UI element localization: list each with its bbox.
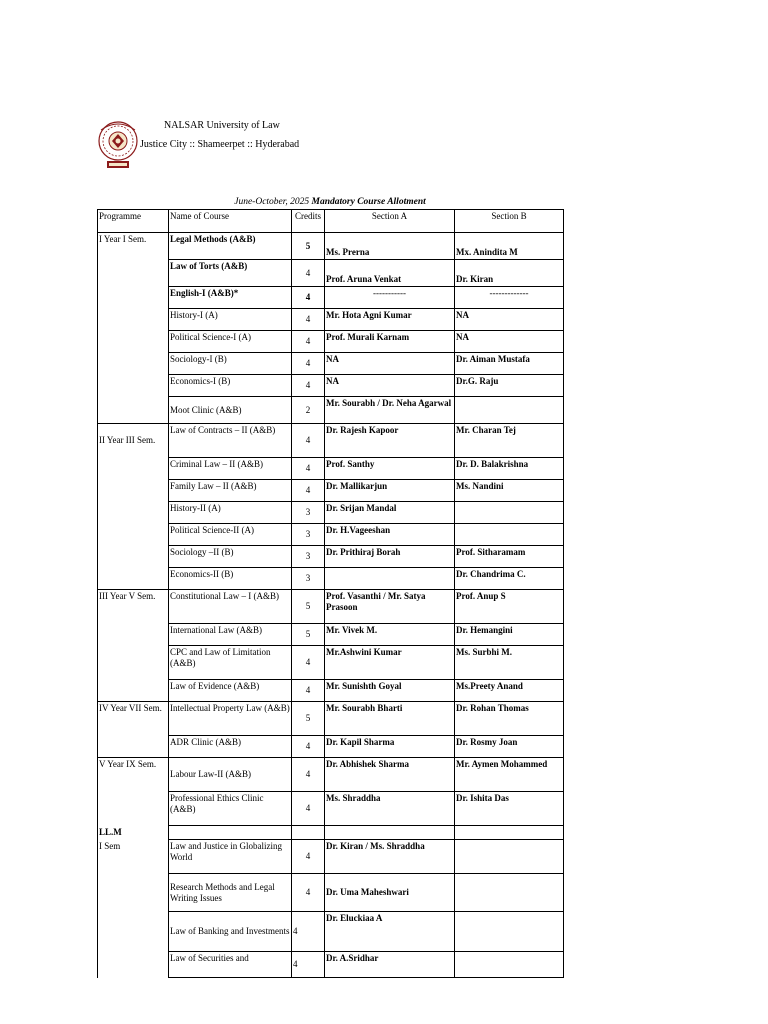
- column-header-credits: Credits: [292, 210, 325, 233]
- course-allotment-table: [97, 209, 564, 978]
- programme-cell: [98, 309, 169, 331]
- table-row: [98, 458, 564, 480]
- programme-cell: [98, 480, 169, 502]
- credits-cell: 4: [292, 736, 325, 758]
- table-row: [98, 375, 564, 397]
- credits-cell: 4: [292, 840, 325, 874]
- table-row: [98, 758, 564, 792]
- credits-cell: 4: [292, 375, 325, 397]
- programme-cell: [98, 736, 169, 758]
- credits-cell: 3: [292, 546, 325, 568]
- credits-cell: 3: [292, 502, 325, 524]
- course-cell: Economics-II (B): [169, 568, 292, 590]
- column-header-section-a: Section A: [325, 210, 455, 233]
- section-b-cell: Dr. Kiran: [455, 260, 564, 287]
- section-a-cell: Prof. Vasanthi / Mr. Satya Prasoon: [325, 590, 455, 624]
- table-row: [98, 353, 564, 375]
- section-b-cell: Dr.G. Raju: [455, 375, 564, 397]
- section-b-cell: Prof. Anup S: [455, 590, 564, 624]
- programme-cell: [98, 260, 169, 287]
- programme-cell: [98, 646, 169, 680]
- credits-cell: 4: [292, 458, 325, 480]
- section-a-cell: Prof. Santhy: [325, 458, 455, 480]
- section-b-cell: Mr. Charan Tej: [455, 424, 564, 458]
- programme-cell: [98, 680, 169, 702]
- section-a-cell: Dr. Kapil Sharma: [325, 736, 455, 758]
- section-a-cell: Mr. Sourabh / Dr. Neha Agarwal: [325, 397, 455, 424]
- column-header-section-b: Section B: [455, 210, 564, 233]
- section-a-cell: Mr. Hota Agni Kumar: [325, 309, 455, 331]
- section-b-cell: [455, 840, 564, 874]
- section-a-cell: Dr. Abhishek Sharma: [325, 758, 455, 792]
- programme-cell: [98, 353, 169, 375]
- course-cell: Economics-I (B): [169, 375, 292, 397]
- course-cell: Law of Banking and Investments: [169, 912, 292, 952]
- course-cell: CPC and Law of Limitation (A&B): [169, 646, 292, 680]
- table-row: [98, 826, 564, 840]
- programme-cell: I Sem: [98, 840, 169, 874]
- credits-cell: 4: [292, 260, 325, 287]
- credits-cell: 5: [292, 590, 325, 624]
- table-row: [98, 480, 564, 502]
- section-b-cell: Dr. Hemangini: [455, 624, 564, 646]
- course-cell: Law of Evidence (A&B): [169, 680, 292, 702]
- section-b-cell: [455, 397, 564, 424]
- table-row: [98, 502, 564, 524]
- section-b-cell: [455, 874, 564, 912]
- section-b-cell: Ms. Nandini: [455, 480, 564, 502]
- section-b-cell: [455, 912, 564, 952]
- credits-cell: [292, 826, 325, 840]
- section-a-cell: Dr. Srijan Mandal: [325, 502, 455, 524]
- course-cell: ADR Clinic (A&B): [169, 736, 292, 758]
- course-cell: Research Methods and Legal Writing Issues: [169, 874, 292, 912]
- course-cell: [169, 826, 292, 840]
- university-seal-logo: [97, 116, 139, 172]
- section-a-cell: Dr. Kiran / Ms. Shraddha: [325, 840, 455, 874]
- table-row: [98, 233, 564, 260]
- section-a-cell: Dr. H.Vageeshan: [325, 524, 455, 546]
- section-b-cell: Dr. Chandrima C.: [455, 568, 564, 590]
- programme-cell: [98, 546, 169, 568]
- course-cell: Professional Ethics Clinic (A&B): [169, 792, 292, 826]
- programme-cell: [98, 331, 169, 353]
- section-b-cell: Dr. Aiman Mustafa: [455, 353, 564, 375]
- programme-cell: LL.M: [98, 826, 169, 840]
- course-cell: Sociology –II (B): [169, 546, 292, 568]
- table-row: [98, 424, 564, 458]
- table-row: [98, 840, 564, 874]
- credits-cell: 4: [292, 480, 325, 502]
- table-row: [98, 624, 564, 646]
- course-cell: Law of Contracts – II (A&B): [169, 424, 292, 458]
- credits-cell: 4: [292, 912, 325, 952]
- table-row: [98, 287, 564, 309]
- programme-cell: [98, 397, 169, 424]
- course-cell: Labour Law-II (A&B): [169, 758, 292, 792]
- credits-cell: 4: [292, 287, 325, 309]
- programme-cell: V Year IX Sem.: [98, 758, 169, 792]
- table-row: [98, 309, 564, 331]
- programme-cell: I Year I Sem.: [98, 233, 169, 260]
- column-header-programme: Programme: [98, 210, 169, 233]
- section-a-cell: Dr. A.Sridhar: [325, 952, 455, 978]
- programme-cell: [98, 458, 169, 480]
- section-b-cell: NA: [455, 309, 564, 331]
- credits-cell: 3: [292, 524, 325, 546]
- table-row: [98, 546, 564, 568]
- table-row: [98, 952, 564, 978]
- section-a-cell: Dr. Prithiraj Borah: [325, 546, 455, 568]
- programme-cell: [98, 874, 169, 912]
- programme-cell: II Year III Sem.: [98, 424, 169, 458]
- programme-cell: [98, 375, 169, 397]
- course-cell: English-I (A&B)*: [169, 287, 292, 309]
- credits-cell: 5: [292, 624, 325, 646]
- credits-cell: 5: [292, 233, 325, 260]
- section-b-cell: -------------: [455, 287, 564, 309]
- programme-cell: [98, 792, 169, 826]
- section-a-cell: -----------: [325, 287, 455, 309]
- table-row: [98, 874, 564, 912]
- section-a-cell: Mr.Ashwini Kumar: [325, 646, 455, 680]
- table-row: [98, 680, 564, 702]
- table-row: [98, 568, 564, 590]
- programme-cell: [98, 952, 169, 978]
- credits-cell: 4: [292, 952, 325, 978]
- section-b-cell: Dr. Rosmy Joan: [455, 736, 564, 758]
- credits-cell: 4: [292, 646, 325, 680]
- table-row: [98, 524, 564, 546]
- table-row: [98, 260, 564, 287]
- title-bold-part: Mandatory Course Allotment: [311, 197, 426, 207]
- course-cell: Constitutional Law – I (A&B): [169, 590, 292, 624]
- credits-cell: 4: [292, 792, 325, 826]
- credits-cell: 4: [292, 331, 325, 353]
- credits-cell: 4: [292, 680, 325, 702]
- section-a-cell: Mr. Sunishth Goyal: [325, 680, 455, 702]
- section-a-cell: Mr. Sourabh Bharti: [325, 702, 455, 736]
- section-a-cell: NA: [325, 353, 455, 375]
- programme-cell: IV Year VII Sem.: [98, 702, 169, 736]
- table-row: [98, 702, 564, 736]
- course-cell: International Law (A&B): [169, 624, 292, 646]
- section-b-cell: [455, 952, 564, 978]
- section-a-cell: Prof. Murali Karnam: [325, 331, 455, 353]
- section-a-cell: [325, 826, 455, 840]
- programme-cell: [98, 287, 169, 309]
- section-b-cell: Mx. Anindita M: [455, 233, 564, 260]
- programme-cell: [98, 912, 169, 952]
- header-row: [98, 210, 564, 233]
- programme-cell: [98, 568, 169, 590]
- section-b-cell: Prof. Sitharamam: [455, 546, 564, 568]
- table-row: [98, 792, 564, 826]
- section-a-cell: Dr. Rajesh Kapoor: [325, 424, 455, 458]
- course-cell: History-II (A): [169, 502, 292, 524]
- section-a-cell: Dr. Mallikarjun: [325, 480, 455, 502]
- section-b-cell: Ms.Preety Anand: [455, 680, 564, 702]
- course-cell: Criminal Law – II (A&B): [169, 458, 292, 480]
- table-title: [98, 197, 562, 207]
- credits-cell: 3: [292, 568, 325, 590]
- university-address: Justice City :: Shameerpet :: Hyderabad: [140, 139, 300, 150]
- section-a-cell: Dr. Uma Maheshwari: [325, 874, 455, 912]
- course-cell: Political Science-II (A): [169, 524, 292, 546]
- programme-cell: III Year V Sem.: [98, 590, 169, 624]
- section-b-cell: [455, 826, 564, 840]
- course-cell: Law and Justice in Globalizing World: [169, 840, 292, 874]
- section-a-cell: Dr. Eluckiaa A: [325, 912, 455, 952]
- course-cell: Law of Torts (A&B): [169, 260, 292, 287]
- section-b-cell: Mr. Aymen Mohammed: [455, 758, 564, 792]
- section-b-cell: [455, 502, 564, 524]
- section-a-cell: NA: [325, 375, 455, 397]
- table-row: [98, 646, 564, 680]
- course-cell: Political Science-I (A): [169, 331, 292, 353]
- section-a-cell: Prof. Aruna Venkat: [325, 260, 455, 287]
- credits-cell: 4: [292, 758, 325, 792]
- section-b-cell: Dr. Ishita Das: [455, 792, 564, 826]
- section-b-cell: Dr. Rohan Thomas: [455, 702, 564, 736]
- credits-cell: 4: [292, 424, 325, 458]
- programme-cell: [98, 624, 169, 646]
- table-row: [98, 912, 564, 952]
- table-row: [98, 736, 564, 758]
- university-name: NALSAR University of Law: [164, 120, 280, 131]
- course-cell: History-I (A): [169, 309, 292, 331]
- section-b-cell: NA: [455, 331, 564, 353]
- programme-cell: [98, 502, 169, 524]
- credits-cell: 2: [292, 397, 325, 424]
- credits-cell: 5: [292, 702, 325, 736]
- credits-cell: 4: [292, 309, 325, 331]
- section-b-cell: Dr. D. Balakrishna: [455, 458, 564, 480]
- section-a-cell: Mr. Vivek M.: [325, 624, 455, 646]
- table-row: [98, 590, 564, 624]
- section-b-cell: [455, 524, 564, 546]
- table-row: [98, 397, 564, 424]
- section-b-cell: Ms. Surbhi M.: [455, 646, 564, 680]
- column-header-course: Name of Course: [169, 210, 292, 233]
- title-italic-part: June-October, 2025: [234, 197, 312, 207]
- course-cell: Sociology-I (B): [169, 353, 292, 375]
- course-cell: Legal Methods (A&B): [169, 233, 292, 260]
- programme-cell: [98, 524, 169, 546]
- section-a-cell: Ms. Shraddha: [325, 792, 455, 826]
- course-cell: Moot Clinic (A&B): [169, 397, 292, 424]
- course-cell: Intellectual Property Law (A&B): [169, 702, 292, 736]
- section-a-cell: Ms. Prerna: [325, 233, 455, 260]
- section-a-cell: [325, 568, 455, 590]
- course-cell: Family Law – II (A&B): [169, 480, 292, 502]
- table-row: [98, 331, 564, 353]
- credits-cell: 4: [292, 353, 325, 375]
- course-cell: Law of Securities and: [169, 952, 292, 978]
- credits-cell: 4: [292, 874, 325, 912]
